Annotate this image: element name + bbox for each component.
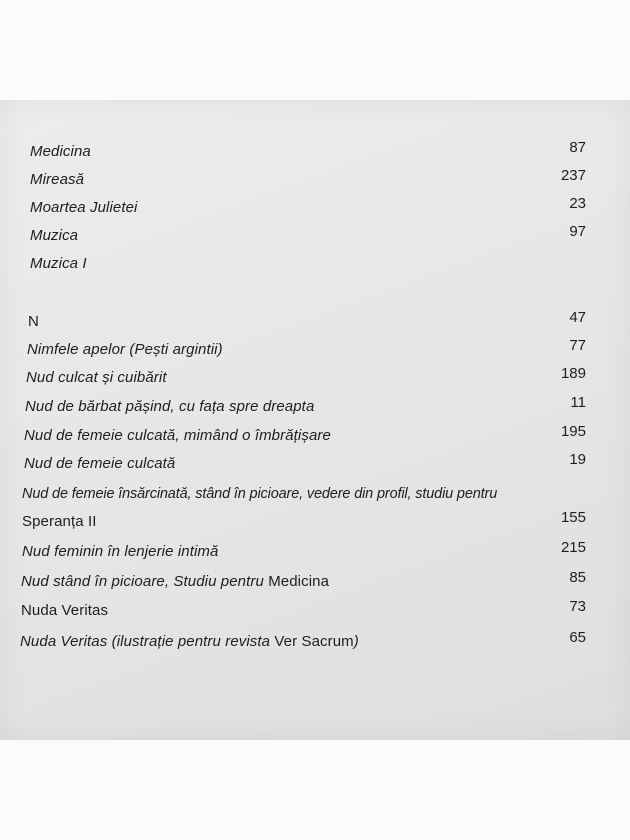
index-entry [0,395,630,419]
entry-title: Medicina [30,143,91,160]
index-entry [0,224,630,248]
entry-title: Nud feminin în lenjerie intimă [22,543,219,560]
entry-page-number: 77 [569,337,586,354]
entry-page-number: 11 [570,394,586,411]
index-entry [0,452,630,476]
entry-title-italic: ) [353,633,359,650]
entry-title [21,570,329,594]
index-entry [0,482,630,506]
entry-page-number: 215 [560,539,586,556]
entry-title: Nud de femeie culcată, mimând o îmbrățișare [24,427,331,444]
entry-title: Moartea Julietei [30,199,138,216]
entry-page-number: 189 [560,365,586,382]
entry-title-italic: Nuda Veritas (ilustrație pentru revista [20,633,271,650]
entry-title: Nud culcat și cuibărit [26,369,167,386]
entry-title-upright: Ver Sacrum [274,633,354,650]
index-entry [0,599,630,623]
entry-page-number: 65 [569,629,586,646]
index-entry [0,540,630,564]
entry-page-number: 19 [569,451,586,468]
entry-page-number: 237 [560,167,586,184]
entry-page-number: 97 [569,223,586,240]
index-entry [0,570,630,594]
index-entry [0,630,630,654]
index-entry [0,338,630,362]
entry-title: Muzica I [30,255,87,272]
index-page [0,100,630,740]
entry-title-upright: Medicina [268,573,330,590]
entry-page-number: 195 [560,423,586,440]
section-letter: N [28,313,39,330]
entry-title: Speranța II [22,513,97,530]
index-entry [0,252,630,276]
entry-title: Nud de bărbat pășind, cu fața spre dreapta [25,398,315,415]
index-entry [0,424,630,448]
entry-page-number: 73 [569,598,586,615]
index-entry [0,140,630,164]
index-entry [0,168,630,192]
entry-title: Mireasă [30,171,85,188]
entry-title: Nuda Veritas [21,602,109,619]
entry-page-number: 155 [560,509,586,526]
section-letter-entry [0,310,630,334]
entry-title: Muzica [30,227,79,244]
entry-page-number: 85 [569,569,586,586]
index-entry [0,196,630,220]
entry-page-number: 87 [569,139,586,156]
entry-title [20,630,359,654]
entry-page-number: 23 [569,195,586,212]
entry-title: Nud de femeie culcată [24,455,176,472]
entry-page-number: 47 [569,309,586,326]
index-entry-continuation [0,510,630,534]
index-entry [0,366,630,390]
entry-title-italic: Nud stând în picioare, Studiu pentru [21,573,264,590]
entry-title: Nud de femeie însărcinată, stând în picioare, vedere din profil, studiu pentru [22,486,498,502]
entry-title: Nimfele apelor (Pești argintii) [27,341,223,358]
